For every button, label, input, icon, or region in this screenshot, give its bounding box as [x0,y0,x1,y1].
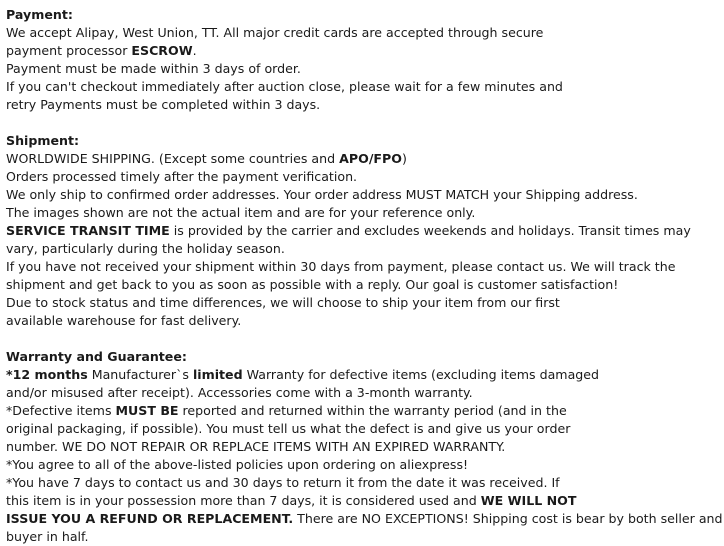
shipment-text: is provided by the carrier and excludes weekends and holidays. Transit times may [169,223,691,238]
payment-text: payment processor [6,43,132,58]
warranty-line: number. WE DO NOT REPAIR OR REPLACE ITEMS WITH AN EXPIRED WARRANTY. [6,439,506,454]
shipment-line: Due to stock status and time differences, we will choose to ship your item from our first [6,295,560,310]
shipment-line: We only ship to confirmed order addresses. Your order address MUST MATCH your Shipping address. [6,187,638,202]
warranty-text: Manufacturer`s [87,367,193,382]
warranty-line: buyer in half. [6,529,89,544]
shipment-text: ) [401,151,407,166]
policy-document [6,6,722,546]
warranty-line: original packaging, if possible). You must tell us what the defect is and give us your order [6,421,571,436]
shipment-text: WORLDWIDE SHIPPING. (Except some countries and [6,151,340,166]
warranty-text: *Defective items [6,403,116,418]
shipment-line: shipment and get back to you as soon as possible with a reply. Our goal is customer satisfaction! [6,277,619,292]
twelve-months-emphasis: *12 months [6,367,88,382]
warranty-line: and/or misused after receipt). Accessories come with a 3-month warranty. [6,385,473,400]
limited-emphasis: limited [192,367,243,382]
warranty-line [6,492,722,510]
shipment-line [6,222,722,240]
warranty-text: reported and returned within the warranty period (and in the [178,403,567,418]
payment-line: retry Payments must be completed within 3 days. [6,97,321,112]
shipment-line: vary, particularly during the holiday season. [6,241,285,256]
section-spacer [6,114,722,132]
payment-heading: Payment: [6,7,73,22]
escrow-emphasis: ESCROW [131,43,193,58]
no-refund-emphasis: ISSUE YOU A REFUND OR REPLACEMENT. [6,511,294,526]
payment-line [6,42,722,60]
warranty-line [6,510,722,528]
shipment-line: Orders processed timely after the payment verification. [6,169,358,184]
shipment-line: available warehouse for fast delivery. [6,313,242,328]
payment-section [6,6,722,114]
warranty-line: *You have 7 days to contact us and 30 days to return it from the date it was received. If [6,475,560,490]
payment-line: Payment must be made within 3 days of order. [6,61,301,76]
shipment-section [6,132,722,330]
shipment-heading: Shipment: [6,133,80,148]
transit-time-emphasis: SERVICE TRANSIT TIME [6,223,170,238]
warranty-line: *You agree to all of the above-listed policies upon ordering on aliexpress! [6,457,469,472]
section-spacer [6,330,722,348]
warranty-text: Warranty for defective items (excluding items damaged [242,367,600,382]
warranty-heading: Warranty and Guarantee: [6,349,187,364]
shipment-line [6,150,722,168]
must-be-emphasis: MUST BE [115,403,179,418]
warranty-text: this item is in your possession more than 7 days, it is considered used and [6,493,481,508]
apo-fpo-emphasis: APO/FPO [339,151,402,166]
will-not-emphasis: WE WILL NOT [480,493,577,508]
shipment-line: If you have not received your shipment within 30 days from payment, please contact us. We will track the [6,259,676,274]
shipment-line: The images shown are not the actual item and are for your reference only. [6,205,476,220]
warranty-text: There are NO EXCEPTIONS! Shipping cost is bear by both seller and [293,511,723,526]
warranty-line [6,366,722,384]
warranty-section [6,348,722,546]
payment-line: If you can't checkout immediately after auction close, please wait for a few minutes and [6,79,563,94]
payment-text: . [192,43,197,58]
warranty-line [6,402,722,420]
payment-line: We accept Alipay, West Union, TT. All major credit cards are accepted through secure [6,25,544,40]
